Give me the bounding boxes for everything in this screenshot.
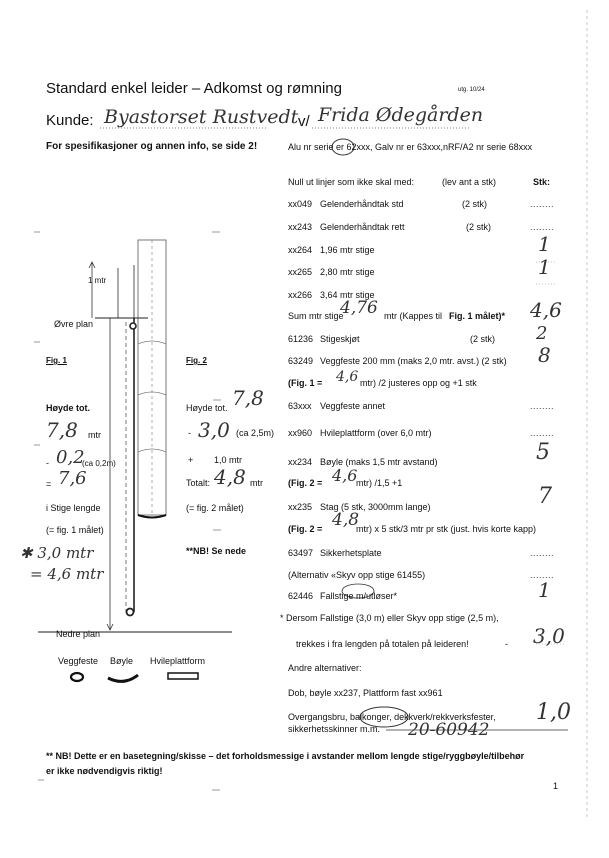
fig1-hoyde: Høyde tot. bbox=[46, 403, 90, 413]
spec-note: For spesifikasjoner og annen info, se side 2! bbox=[46, 141, 258, 152]
boyle-symbol bbox=[108, 675, 138, 681]
item-value: 3,0 bbox=[533, 624, 565, 648]
footer-nb-line2: er ikke nødvendigvis riktig! bbox=[46, 766, 163, 776]
fig2-totalt-value: 4,8 bbox=[214, 465, 246, 489]
item-value: ........ bbox=[530, 428, 555, 438]
item-code: xx960 bbox=[288, 428, 313, 438]
fig2-minus: - bbox=[188, 428, 191, 438]
customer-value: Byastorset Rustvedt bbox=[104, 106, 299, 128]
item-code: xx049 bbox=[288, 199, 313, 209]
item-desc: Sikkerhetsplate bbox=[320, 548, 382, 558]
item-value: ........ bbox=[530, 401, 555, 411]
fig1-minus: - bbox=[46, 458, 49, 468]
legend-veggfeste: Veggfeste bbox=[58, 656, 99, 666]
item-desc: 1,96 mtr stige bbox=[320, 245, 375, 255]
page-title: Standard enkel leider – Adkomst og rømning bbox=[46, 80, 342, 97]
item-desc: Stag (5 stk, 3000mm lange) bbox=[320, 502, 431, 512]
series-note: Alu nr serie er 62xxx, Galv nr er 63xxx,nRF/A2 nr serie 68xxx bbox=[288, 142, 533, 152]
fig1-label: Fig. 1 bbox=[46, 356, 67, 365]
fig1-fig1-malet: (= fig. 1 målet) bbox=[46, 525, 104, 535]
item-desc: Gelenderhåndtak rett bbox=[320, 222, 405, 232]
item-value: 1 bbox=[538, 232, 551, 256]
item-desc: (Alternativ «Skyv opp stige 61455) bbox=[288, 570, 426, 580]
item-desc: Andre alternativer: bbox=[288, 663, 362, 673]
item-desc: Gelenderhåndtak std bbox=[320, 199, 404, 209]
item-desc: Bøyle (maks 1,5 mtr avstand) bbox=[320, 457, 438, 467]
item-hw-value: 4,6 bbox=[332, 466, 358, 485]
item-code: 63497 bbox=[288, 548, 314, 558]
fig2-plus: + bbox=[188, 455, 194, 465]
via-label: v/ bbox=[298, 113, 310, 130]
item-value: ........ bbox=[530, 199, 555, 209]
fig1-ovre-plan: Øvre plan bbox=[54, 319, 94, 329]
via-value: Frida Ødegården bbox=[318, 104, 484, 126]
item-desc: mtr) /2 justeres opp og +1 stk bbox=[360, 378, 477, 388]
legend-boyle: Bøyle bbox=[110, 656, 134, 666]
item-qty: (2 stk) bbox=[470, 334, 496, 344]
fig1-one-mtr: 1 mtr bbox=[88, 276, 107, 285]
fig2-hoyde: Høyde tot. bbox=[186, 403, 228, 413]
legend-hvileplattform: Hvileplattform bbox=[150, 656, 206, 666]
fig2-hoyde-value: 7,8 bbox=[232, 386, 264, 410]
fig1-eq: = bbox=[46, 479, 52, 489]
item-value: 4,6 bbox=[530, 298, 562, 322]
page-number: 1 bbox=[553, 781, 559, 791]
item-code: 62446 bbox=[288, 591, 314, 601]
item-code: 61236 bbox=[288, 334, 314, 344]
customer-label: Kunde: bbox=[46, 112, 94, 129]
item-value: ........ bbox=[530, 222, 555, 232]
item-value: ........ bbox=[530, 548, 555, 558]
item-desc-bold: (Fig. 1 = bbox=[288, 378, 323, 388]
fig2-plus-value: 1,0 mtr bbox=[214, 455, 243, 465]
item-desc: Stigeskjøt bbox=[320, 334, 360, 344]
fig1-stige-lengde: i Stige lengde bbox=[46, 503, 101, 513]
item-value: 2 bbox=[536, 323, 548, 344]
item-code: 63xxx bbox=[288, 401, 312, 411]
item-desc: 3,64 mtr stige bbox=[320, 290, 375, 300]
fig1-hw-note: = 4,6 mtr bbox=[30, 565, 104, 583]
item-code: xx265 bbox=[288, 267, 313, 277]
items-header-label: Null ut linjer som ikke skal med: bbox=[288, 177, 415, 187]
item-value: ........ bbox=[530, 570, 555, 580]
items-header-lev: (lev ant a stk) bbox=[442, 177, 497, 187]
item-desc-bold: Fig. 1 målet)* bbox=[449, 311, 506, 321]
fig2-ca: (ca 2,5m) bbox=[236, 428, 275, 438]
item-hw-value: 4,8 bbox=[332, 510, 360, 530]
item-desc: Veggfeste annet bbox=[320, 401, 386, 411]
item-value: 1,0 bbox=[536, 700, 571, 725]
fig1-ca: (ca 0,2m) bbox=[82, 459, 116, 468]
fig2-mtr: mtr bbox=[250, 478, 263, 488]
veggfeste-symbol bbox=[71, 673, 83, 681]
fig1-minus-value: 0,2 bbox=[56, 447, 85, 468]
item-desc: trekkes i fra lengden på totalen på leideren! bbox=[296, 639, 469, 649]
version-label: utg. 10/24 bbox=[458, 87, 485, 93]
fig1-hoyde-value: 7,8 bbox=[46, 418, 78, 442]
item-value: 7 bbox=[538, 484, 552, 509]
item-code: xx264 bbox=[288, 245, 313, 255]
item-dash: - bbox=[505, 639, 508, 649]
item-qty: (2 stk) bbox=[466, 222, 492, 232]
fig2-minus-value: 3,0 bbox=[198, 418, 230, 442]
item-desc: Fallstige m/utløser* bbox=[320, 591, 398, 601]
item-desc: Overgangsbru, balkonger, dekkverk/rekkverksfester, bbox=[288, 712, 496, 722]
item-hw-value: 4,76 bbox=[340, 298, 378, 318]
item-desc: * Dersom Fallstige (3,0 m) eller Skyv opp stige (2,5 m), bbox=[280, 613, 499, 623]
item-desc-bold: (Fig. 2 = bbox=[288, 524, 323, 534]
item-code: xx243 bbox=[288, 222, 313, 232]
fig1-hw-note: ✱ 3,0 mtr bbox=[20, 544, 94, 562]
item-value: 5 bbox=[536, 440, 550, 465]
item-desc: mtr) x 5 stk/3 mtr pr stk (just. hvis korte kapp) bbox=[356, 524, 537, 534]
footer-nb-line1: ** NB! Dette er en basetegning/skisse – det forholdsmessige i avstander mellom lengde stige/ryggbøyle/tilbehør bbox=[46, 751, 525, 761]
item-desc: 2,80 mtr stige bbox=[320, 267, 375, 277]
item-desc: Dob, bøyle xx237, Plattform fast xx961 bbox=[288, 688, 443, 698]
item-code: xx234 bbox=[288, 457, 313, 467]
item-desc: mtr) /1,5 +1 bbox=[356, 478, 403, 488]
item-value: 1 bbox=[538, 578, 551, 602]
item-value: 8 bbox=[538, 343, 551, 367]
item-desc: Hvileplattform (over 6,0 mtr) bbox=[320, 428, 432, 438]
item-desc: sikkerhetsskinner m.m. bbox=[288, 724, 381, 734]
item-desc: Veggfeste 200 mm (maks 2,0 mtr. avst.) (2 stk) bbox=[320, 356, 507, 366]
item-hw-value: 4,6 bbox=[336, 369, 359, 385]
item-hw-value: 20-60942 bbox=[408, 720, 490, 740]
item-desc: mtr (Kappes til bbox=[384, 311, 443, 321]
item-desc-bold: (Fig. 2 = bbox=[288, 478, 323, 488]
item-qty: (2 stk) bbox=[462, 199, 488, 209]
fig2-fig2-malet: (= fig. 2 målet) bbox=[186, 503, 244, 513]
item-code: 63249 bbox=[288, 356, 314, 366]
item-code: xx266 bbox=[288, 290, 313, 300]
fig1-mtr: mtr bbox=[88, 430, 101, 440]
item-desc: Sum mtr stige bbox=[288, 311, 344, 321]
items-header-stk: Stk: bbox=[533, 177, 551, 187]
item-code: xx235 bbox=[288, 502, 313, 512]
item-value: 1 bbox=[538, 255, 551, 279]
fig1-eq-value: 7,6 bbox=[58, 468, 87, 489]
nedre-plan-label: Nedre plan bbox=[56, 629, 101, 639]
fig2-nb: **NB! Se nede bbox=[186, 546, 247, 556]
fig2-label: Fig. 2 bbox=[186, 356, 207, 365]
fig2-totalt: Totalt: bbox=[186, 478, 211, 488]
hvileplattform-symbol bbox=[168, 673, 198, 679]
